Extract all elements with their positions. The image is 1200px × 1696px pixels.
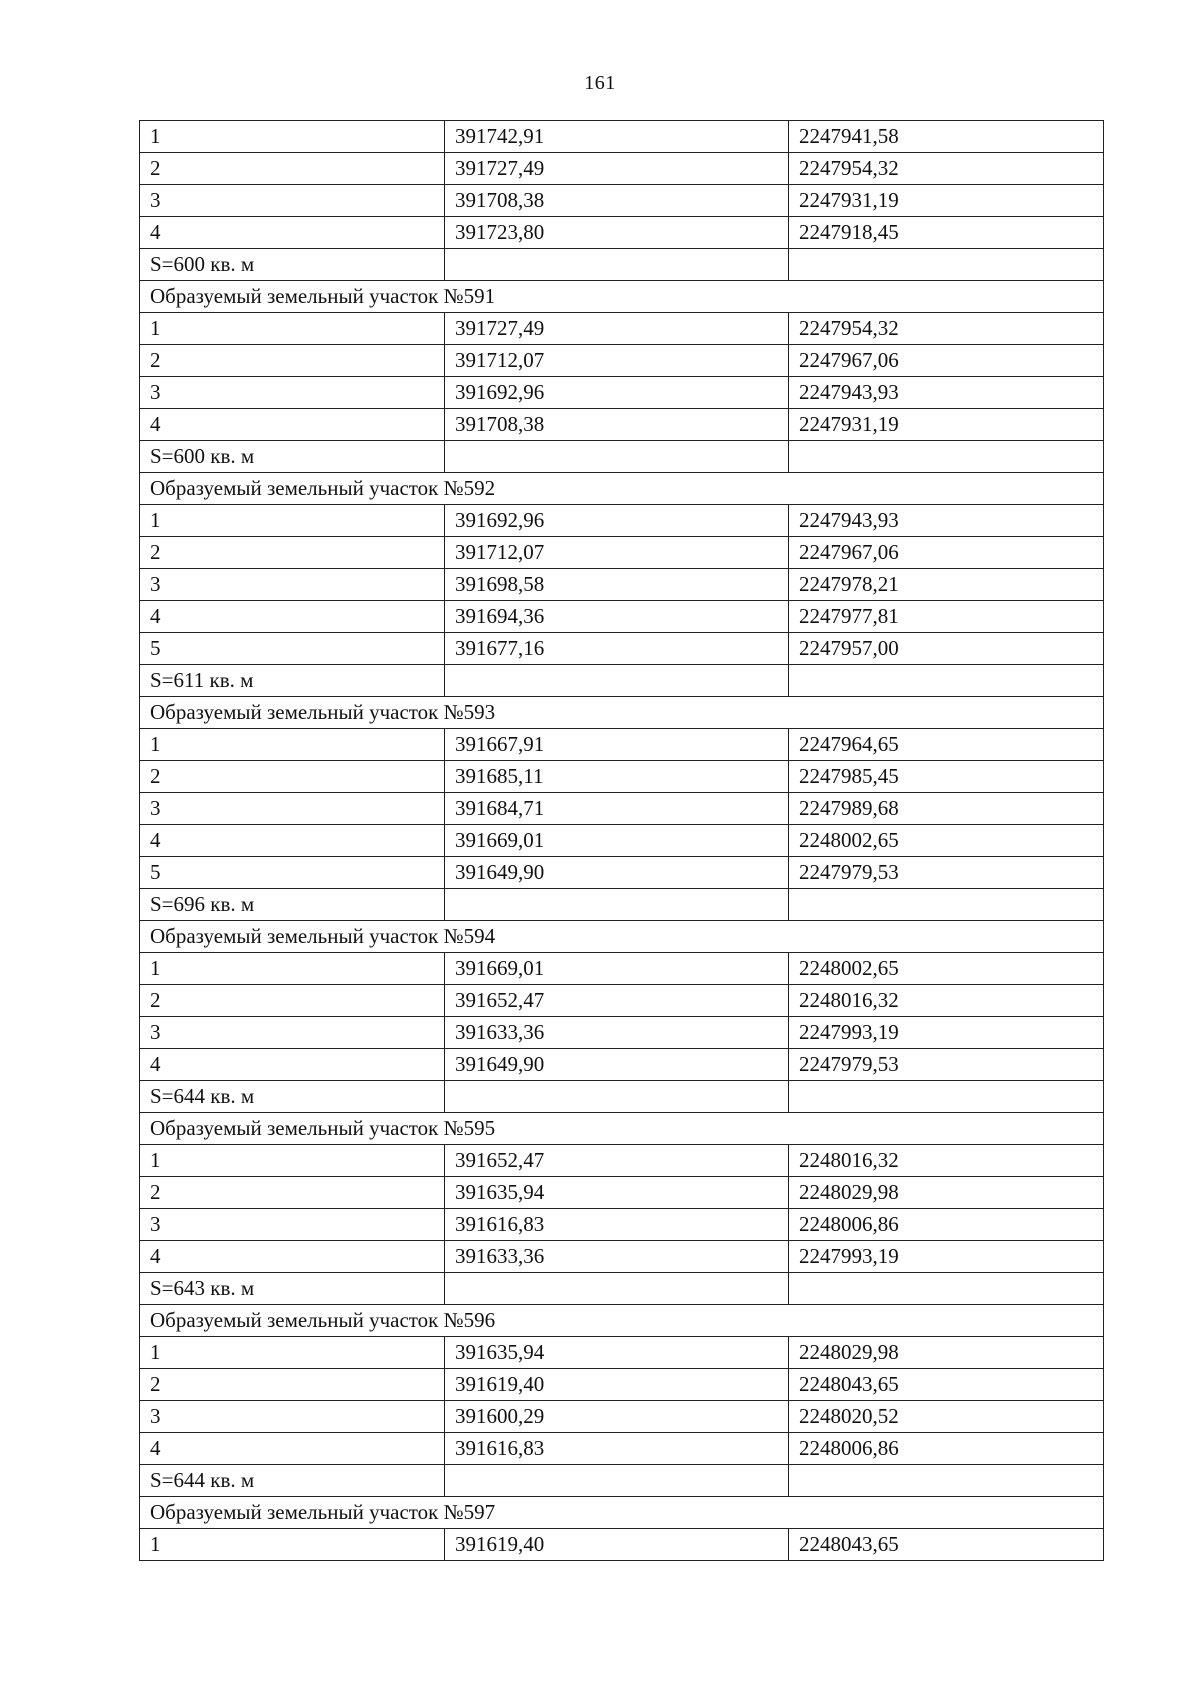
- point-x-coordinate: 391635,94: [445, 1177, 789, 1209]
- point-row: [140, 1337, 1104, 1369]
- plot-title-row: [140, 281, 1104, 313]
- point-y-coordinate: 2247954,32: [789, 153, 1104, 185]
- plot-area: S=600 кв. м: [140, 249, 445, 281]
- plot-title-row: [140, 1497, 1104, 1529]
- point-x-coordinate: 391727,49: [445, 313, 789, 345]
- page-number: 161: [584, 72, 616, 94]
- point-x-coordinate: 391684,71: [445, 793, 789, 825]
- point-y-coordinate: 2248043,65: [789, 1369, 1104, 1401]
- point-number: 1: [140, 729, 445, 761]
- point-number: 4: [140, 409, 445, 441]
- plot-area: S=643 кв. м: [140, 1273, 445, 1305]
- point-row: [140, 1049, 1104, 1081]
- point-row: [140, 377, 1104, 409]
- coordinates-table-body: [140, 121, 1104, 1561]
- point-y-coordinate: 2247985,45: [789, 761, 1104, 793]
- point-row: [140, 185, 1104, 217]
- point-number: 1: [140, 313, 445, 345]
- point-y-coordinate: 2248043,65: [789, 1529, 1104, 1561]
- plot-title-row: [140, 697, 1104, 729]
- point-y-coordinate: 2247943,93: [789, 377, 1104, 409]
- point-number: 4: [140, 825, 445, 857]
- point-y-coordinate: 2247954,32: [789, 313, 1104, 345]
- point-y-coordinate: 2247964,65: [789, 729, 1104, 761]
- area-row: [140, 1081, 1104, 1113]
- point-row: [140, 601, 1104, 633]
- empty-cell: [445, 889, 789, 921]
- point-row: [140, 857, 1104, 889]
- empty-cell: [789, 1081, 1104, 1113]
- point-y-coordinate: 2248006,86: [789, 1209, 1104, 1241]
- plot-area: S=644 кв. м: [140, 1081, 445, 1113]
- point-y-coordinate: 2247989,68: [789, 793, 1104, 825]
- point-x-coordinate: 391692,96: [445, 505, 789, 537]
- point-number: 5: [140, 857, 445, 889]
- point-number: 1: [140, 505, 445, 537]
- point-number: 2: [140, 345, 445, 377]
- point-y-coordinate: 2247979,53: [789, 1049, 1104, 1081]
- point-row: [140, 1017, 1104, 1049]
- point-row: [140, 1369, 1104, 1401]
- point-y-coordinate: 2248029,98: [789, 1337, 1104, 1369]
- point-x-coordinate: 391600,29: [445, 1401, 789, 1433]
- point-x-coordinate: 391708,38: [445, 409, 789, 441]
- point-row: [140, 1145, 1104, 1177]
- empty-cell: [789, 1465, 1104, 1497]
- point-x-coordinate: 391708,38: [445, 185, 789, 217]
- point-row: [140, 1401, 1104, 1433]
- point-number: 3: [140, 377, 445, 409]
- point-row: [140, 953, 1104, 985]
- coordinates-table: [139, 120, 1104, 1561]
- point-x-coordinate: 391685,11: [445, 761, 789, 793]
- point-row: [140, 505, 1104, 537]
- area-row: [140, 249, 1104, 281]
- plot-title-row: [140, 1113, 1104, 1145]
- area-row: [140, 889, 1104, 921]
- point-x-coordinate: 391712,07: [445, 537, 789, 569]
- empty-cell: [445, 441, 789, 473]
- point-number: 2: [140, 1177, 445, 1209]
- plot-title-row: [140, 473, 1104, 505]
- plot-title: Образуемый земельный участок №593: [140, 697, 1104, 729]
- point-number: 3: [140, 1401, 445, 1433]
- point-y-coordinate: 2247978,21: [789, 569, 1104, 601]
- empty-cell: [445, 1273, 789, 1305]
- point-number: 1: [140, 1145, 445, 1177]
- plot-title: Образуемый земельный участок №595: [140, 1113, 1104, 1145]
- point-row: [140, 153, 1104, 185]
- point-x-coordinate: 391692,96: [445, 377, 789, 409]
- point-number: 4: [140, 601, 445, 633]
- point-x-coordinate: 391698,58: [445, 569, 789, 601]
- empty-cell: [789, 889, 1104, 921]
- point-row: [140, 409, 1104, 441]
- point-row: [140, 1529, 1104, 1561]
- plot-area: S=611 кв. м: [140, 665, 445, 697]
- plot-title: Образуемый земельный участок №592: [140, 473, 1104, 505]
- point-x-coordinate: 391723,80: [445, 217, 789, 249]
- plot-title: Образуемый земельный участок №591: [140, 281, 1104, 313]
- point-y-coordinate: 2247967,06: [789, 345, 1104, 377]
- plot-title-row: [140, 921, 1104, 953]
- point-x-coordinate: 391652,47: [445, 1145, 789, 1177]
- point-number: 3: [140, 1017, 445, 1049]
- point-x-coordinate: 391633,36: [445, 1241, 789, 1273]
- point-number: 1: [140, 1337, 445, 1369]
- point-x-coordinate: 391635,94: [445, 1337, 789, 1369]
- point-y-coordinate: 2247977,81: [789, 601, 1104, 633]
- point-y-coordinate: 2247918,45: [789, 217, 1104, 249]
- point-number: 2: [140, 153, 445, 185]
- point-number: 4: [140, 1433, 445, 1465]
- point-row: [140, 569, 1104, 601]
- point-row: [140, 825, 1104, 857]
- plot-title-row: [140, 1305, 1104, 1337]
- empty-cell: [445, 249, 789, 281]
- point-x-coordinate: 391742,91: [445, 121, 789, 153]
- point-y-coordinate: 2248016,32: [789, 1145, 1104, 1177]
- point-number: 3: [140, 185, 445, 217]
- point-y-coordinate: 2247993,19: [789, 1241, 1104, 1273]
- point-x-coordinate: 391649,90: [445, 857, 789, 889]
- point-y-coordinate: 2247931,19: [789, 409, 1104, 441]
- point-y-coordinate: 2247941,58: [789, 121, 1104, 153]
- point-y-coordinate: 2247943,93: [789, 505, 1104, 537]
- point-number: 2: [140, 761, 445, 793]
- plot-area: S=600 кв. м: [140, 441, 445, 473]
- point-row: [140, 1177, 1104, 1209]
- empty-cell: [789, 441, 1104, 473]
- empty-cell: [789, 665, 1104, 697]
- point-row: [140, 985, 1104, 1017]
- point-number: 3: [140, 793, 445, 825]
- point-number: 4: [140, 1241, 445, 1273]
- empty-cell: [789, 1273, 1104, 1305]
- point-x-coordinate: 391619,40: [445, 1529, 789, 1561]
- area-row: [140, 1465, 1104, 1497]
- point-number: 2: [140, 1369, 445, 1401]
- area-row: [140, 1273, 1104, 1305]
- plot-area: S=696 кв. м: [140, 889, 445, 921]
- point-row: [140, 217, 1104, 249]
- point-x-coordinate: 391616,83: [445, 1209, 789, 1241]
- point-number: 1: [140, 953, 445, 985]
- point-row: [140, 537, 1104, 569]
- point-y-coordinate: 2248020,52: [789, 1401, 1104, 1433]
- point-y-coordinate: 2248016,32: [789, 985, 1104, 1017]
- point-x-coordinate: 391633,36: [445, 1017, 789, 1049]
- point-row: [140, 1209, 1104, 1241]
- point-x-coordinate: 391669,01: [445, 953, 789, 985]
- point-x-coordinate: 391677,16: [445, 633, 789, 665]
- point-number: 5: [140, 633, 445, 665]
- point-y-coordinate: 2247993,19: [789, 1017, 1104, 1049]
- area-row: [140, 441, 1104, 473]
- empty-cell: [789, 249, 1104, 281]
- point-x-coordinate: 391694,36: [445, 601, 789, 633]
- point-number: 1: [140, 1529, 445, 1561]
- point-y-coordinate: 2248002,65: [789, 825, 1104, 857]
- point-row: [140, 1241, 1104, 1273]
- plot-title: Образуемый земельный участок №597: [140, 1497, 1104, 1529]
- point-y-coordinate: 2248006,86: [789, 1433, 1104, 1465]
- point-number: 3: [140, 569, 445, 601]
- empty-cell: [445, 1465, 789, 1497]
- point-row: [140, 345, 1104, 377]
- point-y-coordinate: 2248002,65: [789, 953, 1104, 985]
- empty-cell: [445, 1081, 789, 1113]
- point-x-coordinate: 391619,40: [445, 1369, 789, 1401]
- empty-cell: [445, 665, 789, 697]
- point-number: 4: [140, 217, 445, 249]
- point-x-coordinate: 391649,90: [445, 1049, 789, 1081]
- point-number: 2: [140, 985, 445, 1017]
- point-y-coordinate: 2247979,53: [789, 857, 1104, 889]
- point-row: [140, 121, 1104, 153]
- point-x-coordinate: 391652,47: [445, 985, 789, 1017]
- point-y-coordinate: 2247967,06: [789, 537, 1104, 569]
- point-row: [140, 313, 1104, 345]
- point-x-coordinate: 391669,01: [445, 825, 789, 857]
- point-row: [140, 1433, 1104, 1465]
- point-row: [140, 729, 1104, 761]
- point-row: [140, 633, 1104, 665]
- point-number: 3: [140, 1209, 445, 1241]
- plot-title: Образуемый земельный участок №594: [140, 921, 1104, 953]
- point-row: [140, 761, 1104, 793]
- point-x-coordinate: 391712,07: [445, 345, 789, 377]
- point-x-coordinate: 391616,83: [445, 1433, 789, 1465]
- point-number: 4: [140, 1049, 445, 1081]
- point-x-coordinate: 391667,91: [445, 729, 789, 761]
- point-x-coordinate: 391727,49: [445, 153, 789, 185]
- plot-area: S=644 кв. м: [140, 1465, 445, 1497]
- point-row: [140, 793, 1104, 825]
- area-row: [140, 665, 1104, 697]
- point-number: 2: [140, 537, 445, 569]
- point-number: 1: [140, 121, 445, 153]
- point-y-coordinate: 2247957,00: [789, 633, 1104, 665]
- point-y-coordinate: 2248029,98: [789, 1177, 1104, 1209]
- point-y-coordinate: 2247931,19: [789, 185, 1104, 217]
- plot-title: Образуемый земельный участок №596: [140, 1305, 1104, 1337]
